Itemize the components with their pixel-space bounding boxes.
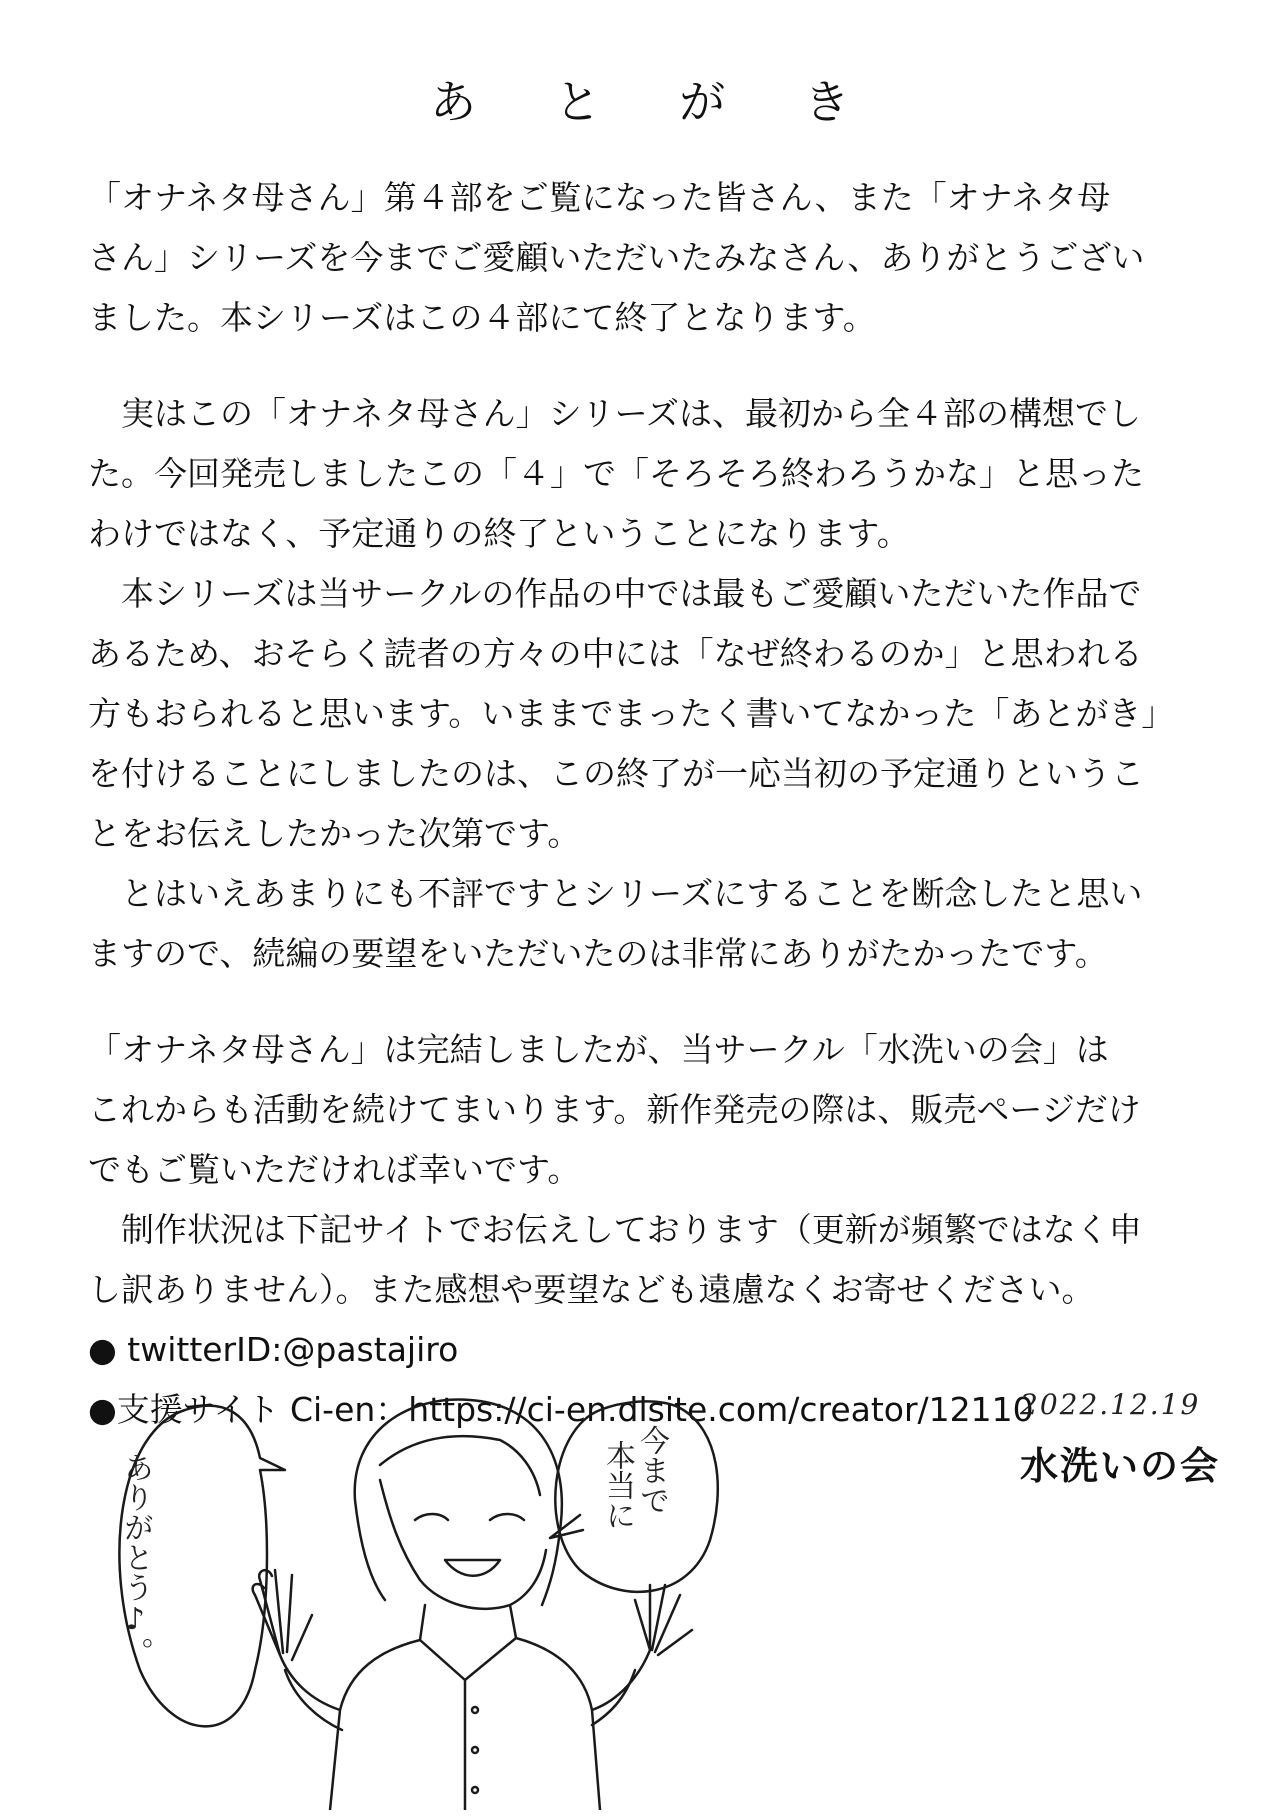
twitter-contact: ● twitterID:@pastajiro	[88, 1330, 459, 1369]
text-line: 本シリーズは当サークルの作品の中では最もご愛顧いただいた作品で	[88, 574, 1142, 613]
paragraph-2	[88, 384, 1192, 984]
page-title: あ と が き	[430, 75, 882, 129]
paragraph-1	[88, 168, 1192, 348]
ci-en-contact: ●支援サイト Ci-en：https://ci-en.dlsite.com/creator/12110	[88, 1390, 1034, 1429]
text-line: とはいえあまりにも不評ですとシリーズにすることを断念したと思い	[88, 874, 1143, 913]
afterword-body	[88, 168, 1192, 1440]
right-bubble-text-col1: 今まで	[634, 1425, 669, 1515]
text-line: でもご覧いただければ幸いです。	[88, 1150, 581, 1189]
text-line: ますので、続編の要望をいただいたのは非常にありがたかったです。	[88, 934, 1108, 973]
signature-name: 水洗いの会	[1020, 1444, 1221, 1488]
text-line: ました。本シリーズはこの４部にて終了となります。	[88, 298, 876, 337]
character-eyes	[415, 1514, 524, 1520]
text-line: 「オナネタ母さん」は完結しましたが、当サークル「水洗いの会」は	[88, 1030, 1109, 1069]
text-line: さん」シリーズを今までご愛顧いただいたみなさん、ありがとうござい	[88, 238, 1145, 277]
text-line: 実はこの「オナネタ母さん」シリーズは、最初から全４部の構想でし	[88, 394, 1142, 433]
character-right-hand	[592, 1585, 692, 1710]
text-line: 方もおられると思います。いままでまったく書いてなかった「あとがき」	[88, 694, 1175, 733]
text-line: わけではなく、予定通りの終了ということになります。	[88, 514, 910, 553]
right-bubble-text-col2: 本当に	[600, 1440, 635, 1530]
signature-block	[1020, 1388, 1240, 1490]
text-line: を付けることにしましたのは、この終了が一応当初の予定通りというこ	[88, 754, 1144, 793]
text-line: し訳ありません）。また感想や要望なども遠慮なくお寄せください。	[88, 1270, 1095, 1309]
text-line: これからも活動を続けてまいります。新作発売の際は、販売ページだけ	[88, 1090, 1141, 1129]
text-line: あるため、おそらく読者の方々の中には「なぜ終わるのか」と思われる	[88, 634, 1143, 673]
character-mouth	[445, 1560, 500, 1576]
signature-date: 2022.12.19	[1020, 1388, 1201, 1421]
text-line: 「オナネタ母さん」第４部をご覧になった皆さん、また「オナネタ母	[88, 178, 1111, 217]
text-line: とをお伝えしたかった次第です。	[88, 814, 581, 853]
paragraph-3	[88, 1020, 1192, 1320]
left-bubble-text: ありがとう♪。	[118, 1452, 153, 1667]
text-line: た。今回発売しましたこの「４」で「そろそろ終わろうかな」と思った	[88, 454, 1144, 493]
text-line: 制作状況は下記サイトでお伝えしております（更新が頻繁ではなく申	[88, 1210, 1142, 1249]
